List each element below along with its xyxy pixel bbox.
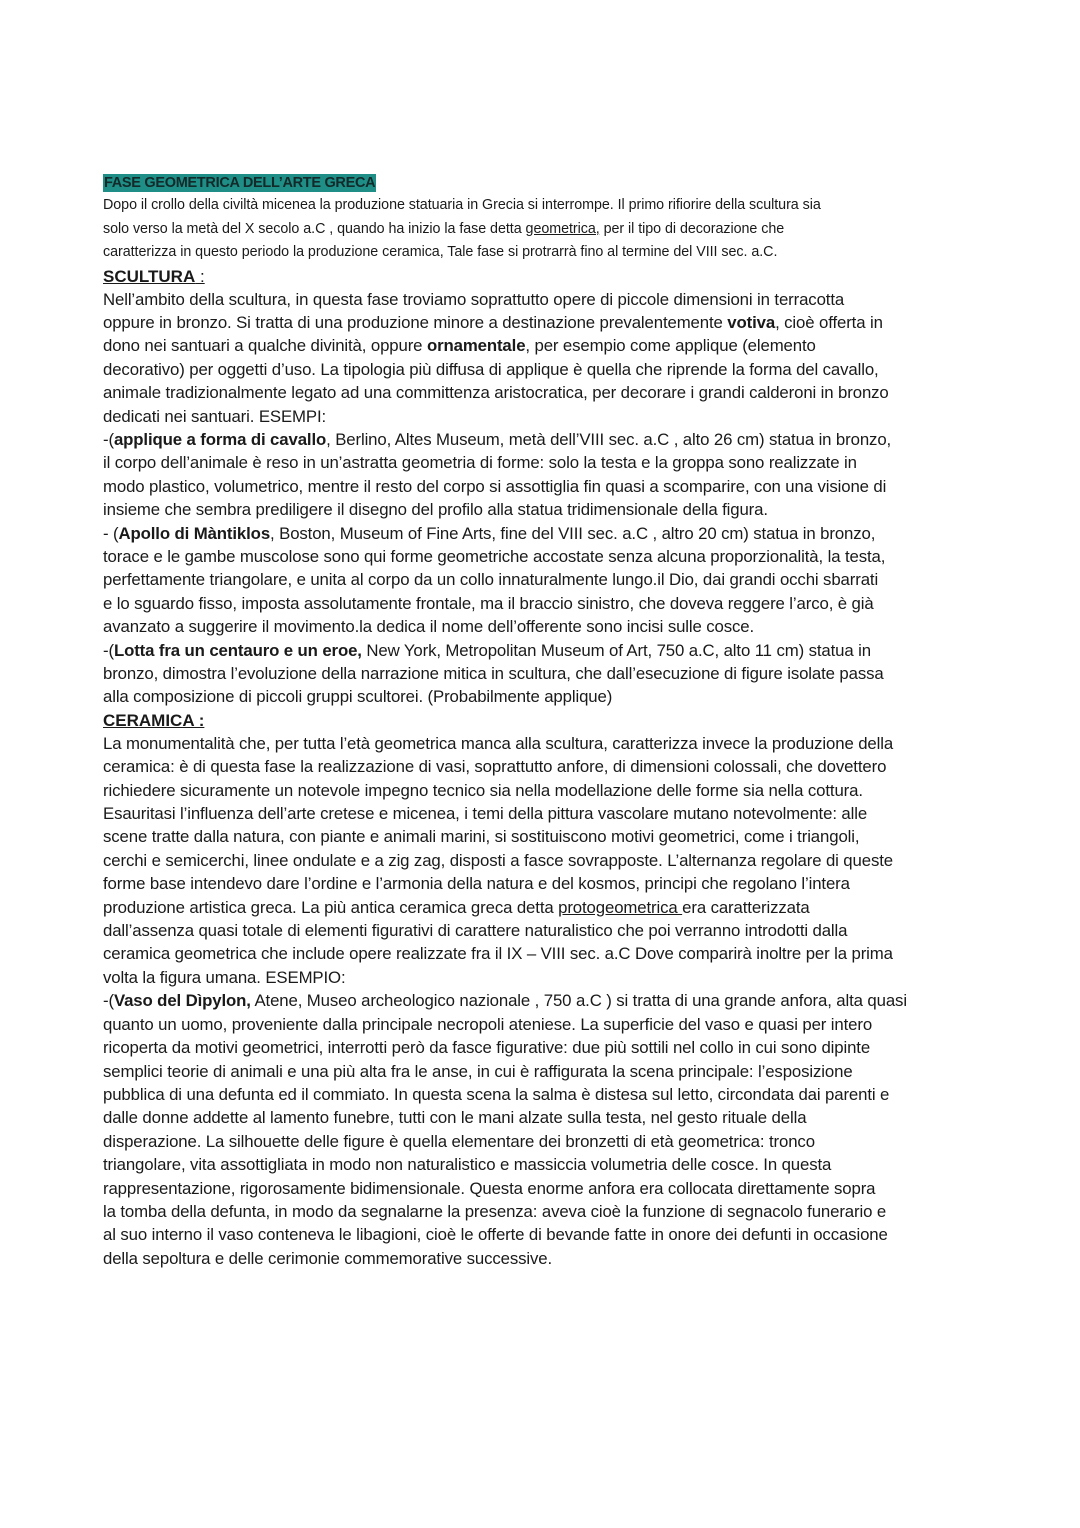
text-line (103, 311, 983, 334)
text-span: avanzato a suggerire il movimento.la dedica il nome dell’offerente sono incisi sulle cosce. (103, 617, 755, 637)
sculpture-paragraph (103, 288, 983, 709)
text-span: torace e le gambe muscolose sono qui forme geometriche accostate senza alcuna proporzionalità, la testa, (103, 546, 886, 566)
text-span: volta la figura umana. ESEMPIO: (103, 967, 346, 987)
text-span: animale tradizionalmente legato ad una committenza aristocratica, per decorare i grandi calderoni in bronzo (103, 383, 889, 403)
section-heading-scultura-text: SCULTURA (103, 266, 196, 286)
text-span: Esauritasi l’influenza dell’arte cretese e micenea, i temi della pittura vascolare mutano notevolmente: alle (103, 804, 868, 824)
text-span: decorativo) per oggetti d’uso. La tipologia più diffusa di applique è quella che riprende la forma del cavallo, (103, 359, 879, 379)
text-line (103, 1177, 983, 1200)
text-line (103, 639, 983, 662)
text-line (103, 802, 983, 825)
text-span: -( (103, 640, 114, 660)
text-line (103, 451, 983, 474)
text-line (103, 405, 983, 428)
section-heading-ceramica: CERAMICA : (103, 710, 205, 730)
text-span: La monumentalità che, per tutta l’età geometrica manca alla scultura, caratterizza invece la produzione della (103, 733, 894, 753)
text-line (103, 334, 983, 357)
section-heading-scultura-suffix: : (195, 266, 205, 286)
text-span: semplici teorie di animali e una più alta fra le anse, in cui è raffigurata la scena principale: l’esposizione (103, 1061, 853, 1081)
text-line (103, 1200, 983, 1223)
text-span: ricoperta da motivi geometrici, interrotti però da fasce figurative: due più sottili nel collo in cui sono dipinte (103, 1038, 871, 1058)
text-line (103, 1106, 983, 1129)
text-span: e lo sguardo fisso, imposta assolutamente frontale, ma il braccio sinistro, che doveva reggere l’arco, è già (103, 593, 874, 613)
document-title: FASE GEOMETRICA DELL’ARTE GRECA (104, 175, 376, 191)
text-span: New York, Metropolitan Museum of Art, 750 a.C, alto 11 cm) statua in (361, 640, 871, 660)
bold-term: ornamentale (426, 336, 526, 356)
bold-term: votiva (727, 312, 776, 332)
text-span: Atene, Museo archeologico nazionale , 750 a.C ) si tratta di una grande anfora, alta quasi (250, 991, 907, 1011)
text-line (103, 732, 983, 755)
text-span: disperazione. La silhouette delle figure è quella elementare dei bronzetti di età geometrica: tronco (103, 1131, 815, 1151)
text-line (103, 1013, 983, 1036)
text-span: , Boston, Museum of Fine Arts, fine del VIII sec. a.C , altro 20 cm) statua in bronzo, (270, 523, 876, 543)
text-span: caratterizza in questo periodo la produzione ceramica, Tale fase si protrarrà fino al termine del VIII sec. a.C. (103, 244, 778, 260)
section-heading-scultura (103, 265, 983, 288)
text-line (103, 428, 983, 451)
text-span: forme base intendevo dare l’ordine e l’armonia della natura e del kosmos, principi che regolano l’intera (103, 874, 850, 894)
document-content (103, 172, 983, 1270)
text-line (103, 989, 983, 1012)
text-span: dalle donne addette al lamento funebre, tutti con le mani alzate sulla testa, nel gesto rituale della (103, 1108, 807, 1128)
text-line (103, 942, 983, 965)
text-line (103, 1247, 983, 1270)
text-line (103, 194, 983, 218)
text-span: rappresentazione, rigorosamente bidimensionale. Questa enorme anfora era collocata direttamente sopra (103, 1178, 876, 1198)
bold-term: Lotta fra un centauro e un eroe, (113, 640, 362, 660)
text-line (103, 568, 983, 591)
text-line (103, 1083, 983, 1106)
text-span: Nell’ambito della scultura, in questa fase troviamo soprattutto opere di piccole dimensioni in terracotta (103, 289, 845, 309)
text-span: insieme che sembra prediligere il disegno del profilo alla statua tridimensionale della figura. (103, 500, 768, 520)
text-line (103, 966, 983, 989)
text-span: pubblica di una defunta ed il commiato. In questa scena la salma è distesa sul letto, circondata dai parenti e (103, 1084, 890, 1104)
text-line (103, 241, 983, 265)
text-span: triangolare, vita assottigliata in modo non naturalistico e massiccia volumetria delle cosce. In questa (103, 1155, 832, 1175)
text-span: il corpo dell’animale è reso in un’astratta geometria di forme: solo la testa e la groppa sono realizzate in (103, 453, 857, 473)
text-line (103, 849, 983, 872)
text-line (103, 522, 983, 545)
text-line (103, 592, 983, 615)
text-span: al suo interno il vaso conteneva le libagioni, cioè le offerte di bevande fatte in onore dei defunti in occasione (103, 1225, 888, 1245)
text-line (103, 1153, 983, 1176)
text-span: , cioè offerta in (775, 312, 883, 332)
text-span: bronzo, dimostra l’evoluzione della narrazione mitica in scultura, che dall’esecuzione di figure isolate passa (103, 664, 884, 683)
text-span: oppure in bronzo. Si tratta di una produzione minore a destinazione prevalentemente (103, 312, 728, 332)
title-line (103, 172, 983, 194)
text-span: richiedere sicuramente un notevole impegno tecnico sia nella modellazione delle forme sia nella cottura. (103, 780, 863, 800)
text-span: per il tipo di decorazione che (599, 220, 785, 237)
text-line (103, 288, 983, 311)
text-line (103, 755, 983, 778)
text-span: era caratterizzata (682, 897, 810, 917)
text-span: , per esempio come applique (elemento (525, 336, 816, 356)
text-line (103, 1060, 983, 1083)
underlined-term: geometrica, (525, 220, 600, 237)
text-line (103, 1130, 983, 1153)
text-span: alla composizione di piccoli gruppi scultorei. (Probabilmente applique) (103, 687, 613, 707)
text-span: la tomba della defunta, in modo da segnalarne la presenza: aveva cioè la funzione di segnacolo funerario e (103, 1201, 887, 1221)
text-line (103, 615, 983, 638)
text-span: dono nei santuari a qualche divinità, oppure (103, 336, 427, 356)
text-line (103, 919, 983, 942)
text-span: scene tratte dalla natura, con piante e animali marini, si sostituiscono motivi geometrici, come i triangoli, (103, 827, 860, 847)
text-span: dedicati nei santuari. ESEMPI: (103, 406, 327, 426)
text-span: cerchi e semicerchi, linee ondulate e a zig zag, disposti a fasce sovrapposte. L’alternanza regolare di queste (103, 850, 893, 870)
text-line (103, 896, 983, 919)
bold-term: Apollo di Màntiklos (118, 523, 271, 543)
text-line (103, 825, 983, 848)
ceramics-paragraph (103, 732, 983, 1270)
text-line (103, 218, 983, 242)
text-line (103, 1036, 983, 1059)
text-line (103, 381, 983, 404)
text-line (103, 685, 983, 708)
underlined-term: protogeometrica (558, 897, 683, 917)
bold-term: applique a forma di cavallo (113, 429, 327, 449)
text-span: della sepoltura e delle cerimonie commemorative successive. (103, 1248, 553, 1268)
text-span: -( (103, 429, 114, 449)
intro-paragraph (103, 194, 983, 265)
text-span: dall’assenza quasi totale di elementi figurativi di carattere naturalistico che poi verranno introdotti dalla (103, 921, 848, 941)
text-line (103, 498, 983, 521)
text-line (103, 1223, 983, 1246)
text-span: Dopo il crollo della civiltà micenea la produzione statuaria in Grecia si interrompe. Il primo rifiorire della scultura sia (103, 197, 821, 213)
text-line (103, 475, 983, 498)
text-line (103, 872, 983, 895)
text-span: , Berlino, Altes Museum, metà dell’VIII sec. a.C , alto 26 cm) statua in bronzo, (326, 429, 892, 449)
text-span: produzione artistica greca. La più antica ceramica greca detta (103, 897, 559, 917)
text-span: perfettamente triangolare, e unita al corpo da un collo innaturalmente lungo.il Dio, dai grandi occhi sbarrati (103, 570, 879, 590)
text-line (103, 779, 983, 802)
text-span: ceramica geometrica che include opere realizzate fra il IX – VIII sec. a.C Dove comparirà inoltre per la prima (103, 944, 893, 964)
text-span: -( (103, 991, 114, 1011)
text-line (103, 662, 983, 685)
text-line (103, 545, 983, 568)
text-span: modo plastico, volumetrico, mentre il resto del corpo si assottiglia fin quasi a scomparire, con una visione di (103, 476, 887, 496)
text-span: quanto un uomo, proveniente dalla principale necropoli ateniese. La superficie del vaso e quasi per intero (103, 1014, 873, 1034)
bold-term: Vaso del Dìpylon, (113, 991, 251, 1011)
text-line (103, 358, 983, 381)
text-span: solo verso la metà del X secolo a.C , quando ha inizio la fase detta (103, 220, 526, 237)
text-span: - ( (103, 523, 119, 543)
text-span: ceramica: è di questa fase la realizzazione di vasi, soprattutto anfore, di dimensioni colossali, che dovettero (103, 757, 887, 777)
